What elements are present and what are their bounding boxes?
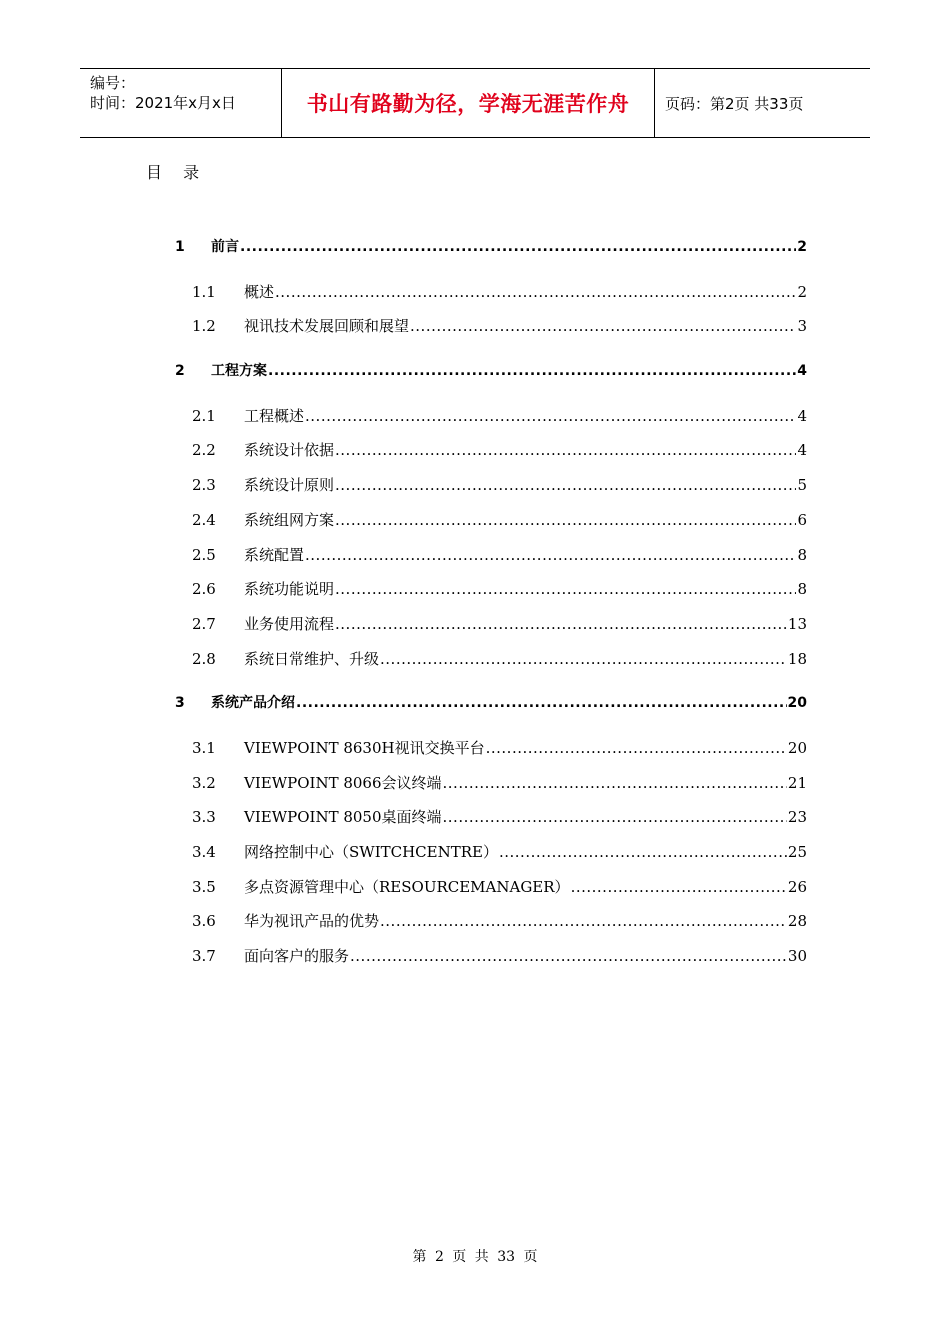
toc-entry-number: 3.5: [192, 877, 216, 896]
toc-entry-page: 4: [797, 406, 807, 425]
toc-entry[interactable]: [175, 692, 807, 727]
toc-entry-page: 23: [787, 808, 807, 827]
code-label: 编号：: [90, 74, 136, 92]
toc-entry[interactable]: [175, 405, 807, 440]
toc-leader-dots: [443, 774, 787, 792]
toc-entry-number: 3: [175, 695, 185, 712]
toc-entry[interactable]: [175, 281, 807, 316]
toc-entry-label: 系统产品介绍: [211, 695, 295, 712]
page-footer: 第 2 页 共 33 页: [412, 1249, 538, 1265]
toc-entry-number: 2.6: [192, 580, 216, 599]
toc-entry[interactable]: [175, 841, 807, 876]
toc-entry-number: 3.6: [192, 912, 216, 931]
toc-entry[interactable]: [175, 360, 807, 395]
toc-entry[interactable]: [175, 772, 807, 807]
toc-entry-label: 网络控制中心（SWITCHCENTRE）: [244, 843, 498, 861]
header-motto-cell: [282, 69, 655, 137]
toc-entry-number: 2: [175, 363, 185, 380]
toc-leader-dots: [240, 239, 796, 255]
toc-entry-number: 2.5: [192, 545, 216, 564]
toc-entry-label: 多点资源管理中心（RESOURCEMANAGER）: [244, 877, 570, 896]
toc-leader-dots: [305, 407, 796, 425]
toc-leader-dots: [305, 546, 796, 564]
toc-entry-label: 系统日常维护、升级: [244, 649, 380, 668]
toc-leader-dots: [443, 808, 787, 826]
toc-entry-number: 3.2: [192, 773, 216, 792]
table-of-contents: [175, 236, 807, 980]
toc-entry-page: 18: [787, 649, 807, 668]
toc-entry-label: VIEWPOINT 8050桌面终端: [244, 808, 442, 827]
toc-entry-number: 3.7: [192, 947, 216, 966]
toc-entry-label: 华为视讯产品的优势: [244, 912, 380, 931]
toc-entry[interactable]: [175, 910, 807, 945]
toc-entry[interactable]: [175, 236, 807, 271]
toc-entry-number: 2.8: [192, 649, 216, 668]
toc-entry-page: 21: [787, 773, 807, 792]
toc-entry-label: 业务使用流程: [244, 614, 335, 633]
toc-entry-page: 2: [797, 282, 807, 301]
toc-leader-dots: [380, 650, 787, 668]
toc-entry-label: 系统设计依据: [244, 441, 335, 460]
toc-entry-label: 系统组网方案: [244, 510, 335, 529]
time-label: 时间：2021年x月x日: [90, 94, 236, 112]
toc-entry-page: 4: [797, 363, 807, 380]
toc-leader-dots: [335, 441, 796, 459]
toc-entry-label: 视讯技术发展回顾和展望: [244, 317, 410, 336]
toc-entry[interactable]: [175, 315, 807, 350]
toc-entry-page: 2: [797, 239, 807, 255]
toc-leader-dots: [410, 317, 796, 335]
toc-entry-label: 工程方案: [211, 363, 267, 380]
toc-entry[interactable]: [175, 806, 807, 841]
header-meta: [80, 69, 282, 137]
toc-entry-number: 3.1: [192, 738, 216, 757]
toc-entry-number: 1.1: [192, 282, 216, 301]
toc-entry-page: 20: [787, 738, 807, 757]
toc-leader-dots: [335, 476, 796, 494]
toc-entry[interactable]: [175, 439, 807, 474]
toc-entry[interactable]: [175, 945, 807, 980]
toc-entry-number: 2.2: [192, 441, 216, 460]
header-motto: 书山有路勤为径，学海无涯苦作舟: [306, 92, 630, 116]
toc-leader-dots: [296, 695, 787, 711]
toc-entry-label: VIEWPOINT 8630H视讯交换平台: [244, 738, 485, 757]
toc-entry-page: 5: [797, 476, 807, 495]
toc-entry-page: 6: [797, 510, 807, 529]
toc-entry-page: 28: [787, 912, 807, 931]
header-page-info: 页码：第2页 共33页: [665, 94, 804, 113]
toc-entry[interactable]: [175, 613, 807, 648]
toc-entry-page: 4: [797, 441, 807, 460]
toc-entry-number: 3.4: [192, 843, 216, 861]
toc-leader-dots: [335, 615, 787, 633]
toc-leader-dots: [275, 283, 796, 301]
toc-entry-label: 面向客户的服务: [244, 947, 350, 966]
toc-entry-label: VIEWPOINT 8066会议终端: [244, 773, 442, 792]
toc-entry-number: 3.3: [192, 808, 216, 827]
toc-entry[interactable]: [175, 648, 807, 683]
toc-leader-dots: [571, 878, 787, 896]
toc-entry-label: 系统功能说明: [244, 580, 335, 599]
toc-entry-label: 前言: [211, 239, 239, 255]
toc-entry-label: 系统设计原则: [244, 476, 335, 495]
toc-leader-dots: [499, 843, 787, 861]
toc-entry-label: 系统配置: [244, 545, 305, 564]
toc-leader-dots: [486, 739, 787, 757]
toc-entry[interactable]: [175, 544, 807, 579]
toc-entry-page: 30: [787, 947, 807, 966]
toc-entry-label: 概述: [244, 282, 275, 301]
toc-entry-number: 1: [175, 239, 185, 255]
toc-entry[interactable]: [175, 876, 807, 911]
toc-entry-number: 2.3: [192, 476, 216, 495]
toc-entry-label: 工程概述: [244, 406, 305, 425]
toc-entry-number: 2.4: [192, 510, 216, 529]
toc-entry-page: 8: [797, 580, 807, 599]
toc-leader-dots: [268, 363, 796, 379]
toc-leader-dots: [380, 912, 787, 930]
toc-entry-page: 20: [787, 695, 807, 712]
toc-entry-page: 26: [787, 877, 807, 896]
toc-leader-dots: [335, 511, 796, 529]
toc-entry[interactable]: [175, 737, 807, 772]
toc-leader-dots: [335, 580, 796, 598]
toc-entry-page: 25: [787, 843, 807, 861]
toc-entry-number: 2.7: [192, 614, 216, 633]
toc-entry[interactable]: [175, 509, 807, 544]
page-header: [80, 68, 870, 138]
toc-title: 目 录: [146, 163, 208, 182]
toc-entry[interactable]: [175, 578, 807, 613]
toc-entry-number: 1.2: [192, 317, 216, 336]
toc-leader-dots: [350, 947, 787, 965]
toc-entry-number: 2.1: [192, 406, 216, 425]
toc-entry-page: 8: [797, 545, 807, 564]
toc-entry-page: 13: [787, 614, 807, 633]
toc-entry[interactable]: [175, 474, 807, 509]
toc-entry-page: 3: [797, 317, 807, 336]
